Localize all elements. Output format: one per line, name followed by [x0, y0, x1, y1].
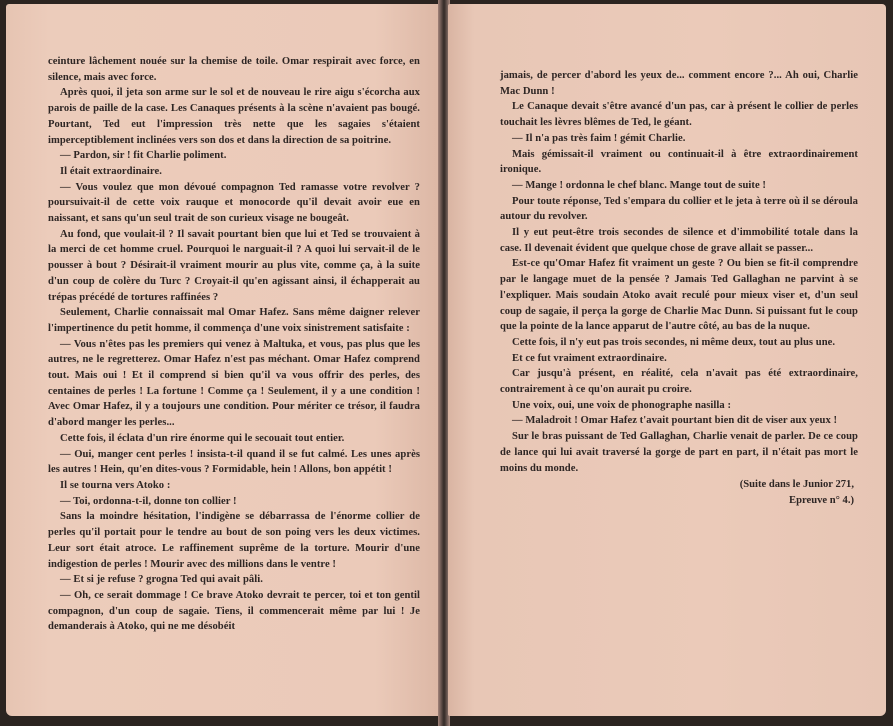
- paragraph: Seulement, Charlie connaissait mal Omar Hafez. Sans même daigner relever l'impertinence du petit homme, il commença d'une voix sinistrement satisfaite :: [48, 307, 420, 334]
- paragraph: Une voix, oui, une voix de phonographe nasilla :: [512, 399, 732, 411]
- paragraph: Car jusqu'à présent, en réalité, cela n'avait pas été extraordinaire, contrairement à ce qu'on aurait pu croire.: [500, 368, 858, 396]
- paragraph: — Et si je refuse ? grogna Ted qui avait pâli.: [60, 574, 263, 586]
- paragraph: Sans la moindre hésitation, l'indigène se débarrassa de l'énorme collier de perles qu'il portait pour le tendre au bout de son poing vers les deux victimes. Leur sort était atroce. Le raffinement suprême de la torture. Mourir d'une indigestion de perles ! Mourir avec des millions dans le ventre !: [48, 511, 420, 570]
- paragraph: Et ce fut vraiment extraordinaire.: [512, 352, 667, 364]
- continuation-note-line: Epreuve n° 4.): [789, 494, 854, 506]
- paragraph: Il était extraordinaire.: [60, 165, 162, 177]
- paragraph: Sur le bras puissant de Ted Gallaghan, Charlie venait de parler. De ce coup de lance qui lui avait traversé la gorge de part en part, il n'était pas mort le moins du monde.: [500, 431, 858, 474]
- paragraph: Le Canaque devait s'être avancé d'un pas, car à présent le collier de perles touchait les lèvres blêmes de Ted, le géant.: [500, 101, 858, 129]
- paragraph: ceinture lâchement nouée sur la chemise de toile. Omar respirait avec force, en silence, mais avec force.: [48, 56, 420, 83]
- paragraph: Au fond, que voulait-il ? Il savait pourtant bien que lui et Ted se trouvaient à la merci de cet homme cruel. Pourquoi le narguait-il ? A quoi lui servait-il de le pousser à bout ? Désirait-il vraiment mourir au plus vite, comme ça, à la suite d'un coup de colère du Turc ? Croyait-il qu'en agissant ainsi, il échapperait au trépas précédé de tortures raffinées ?: [48, 228, 420, 303]
- paragraph: Est-ce qu'Omar Hafez fit vraiment un geste ? Ou bien se fit-il comprendre par le langage muet de la pensée ? Jamais Ted Gallaghan ne parvint à se l'expliquer. Mais soudain Atoko avait reculé pour mieux viser et, d'un seul coup de sagaie, il perça la gorge de Charlie Mac Dunn. Si puissant fut le coup que la pointe de la lance apparut de l'autre côté, au bas de la nuque.: [500, 258, 858, 333]
- paragraph: Il y eut peut-être trois secondes de silence et d'immobilité totale dans la case. Il devenait évident que quelque chose de grave allait se passer...: [500, 227, 858, 254]
- paragraph: — Il n'a pas très faim ! gémit Charlie.: [512, 132, 686, 144]
- right-page-text: [500, 68, 858, 476]
- continuation-note-line: (Suite dans le Junior 271,: [739, 479, 854, 490]
- right-page: [448, 4, 886, 716]
- paragraph: Cette fois, il éclata d'un rire énorme qui le secouait tout entier.: [60, 432, 345, 444]
- paragraph: — Pardon, sir ! fit Charlie poliment.: [60, 150, 227, 162]
- left-page-text: [48, 54, 420, 635]
- paragraph: Après quoi, il jeta son arme sur le sol et de nouveau le rire aigu s'écorcha aux parois de paille de la case. Les Canaques présents à la scène n'avaient pas bougé. Pourtant, Ted eut l'impression très nette que les sagaies s'étaient imperceptiblement inclinées vers son dos et dans la direction de sa poitrine.: [48, 87, 420, 146]
- paragraph: — Oui, manger cent perles ! insista-t-il quand il se fut calmé. Les unes après les autres ! Hein, qu'en dites-vous ? Formidable, hein ! Allons, bon appétit !: [48, 448, 420, 476]
- paragraph: — Vous voulez que mon dévoué compagnon Ted ramasse votre revolver ? poursuivait-il de cette voix rauque et monocorde qu'il devait avoir eue en naissant, et sans qu'un seul trait de son curieux visage ne bougeât.: [48, 181, 420, 225]
- paragraph: — Toi, ordonna-t-il, donne ton collier !: [60, 495, 237, 507]
- paragraph: jamais, de percer d'abord les yeux de... comment encore ?... Ah oui, Charlie Mac Dunn !: [500, 70, 858, 97]
- left-page: [6, 4, 440, 716]
- paragraph: Pour toute réponse, Ted s'empara du collier et le jeta à terre où il se déroula autour du revolver.: [500, 195, 858, 223]
- paragraph: — Mange ! ordonna le chef blanc. Mange tout de suite !: [512, 179, 766, 191]
- paragraph: Cette fois, il n'y eut pas trois secondes, ni même deux, tout au plus une.: [512, 336, 836, 348]
- paragraph: — Vous n'êtes pas les premiers qui venez à Maltuka, et vous, pas plus que les autres, ne le regretterez. Omar Hafez n'est pas méchant. Omar Hafez comprend tout. Mais oui ! Et il comprend si bien qu'il va vous offrir des perles, des centaines de perles ! La fortune ! Comme ça ! Seulement, il y a une condition ! Avec Omar Hafez, il y a toujours une condition. Pour mériter ce trésor, il faudra d'abord manger les perles...: [48, 338, 420, 429]
- continuation-note: [740, 477, 854, 508]
- paragraph: — Oh, ce serait dommage ! Ce brave Atoko devrait te percer, toi et ton gentil compagnon, d'un coup de sagaie. Tiens, il commencerait même par lui ! Je demanderais à Atoko, qui ne me désobéit: [48, 589, 420, 633]
- paragraph: Mais gémissait-il vraiment ou continuait-il à être extraordinairement ironique.: [500, 148, 858, 176]
- paragraph: — Maladroit ! Omar Hafez t'avait pourtant bien dit de viser aux yeux !: [512, 415, 838, 427]
- paragraph: Il se tourna vers Atoko :: [60, 479, 171, 491]
